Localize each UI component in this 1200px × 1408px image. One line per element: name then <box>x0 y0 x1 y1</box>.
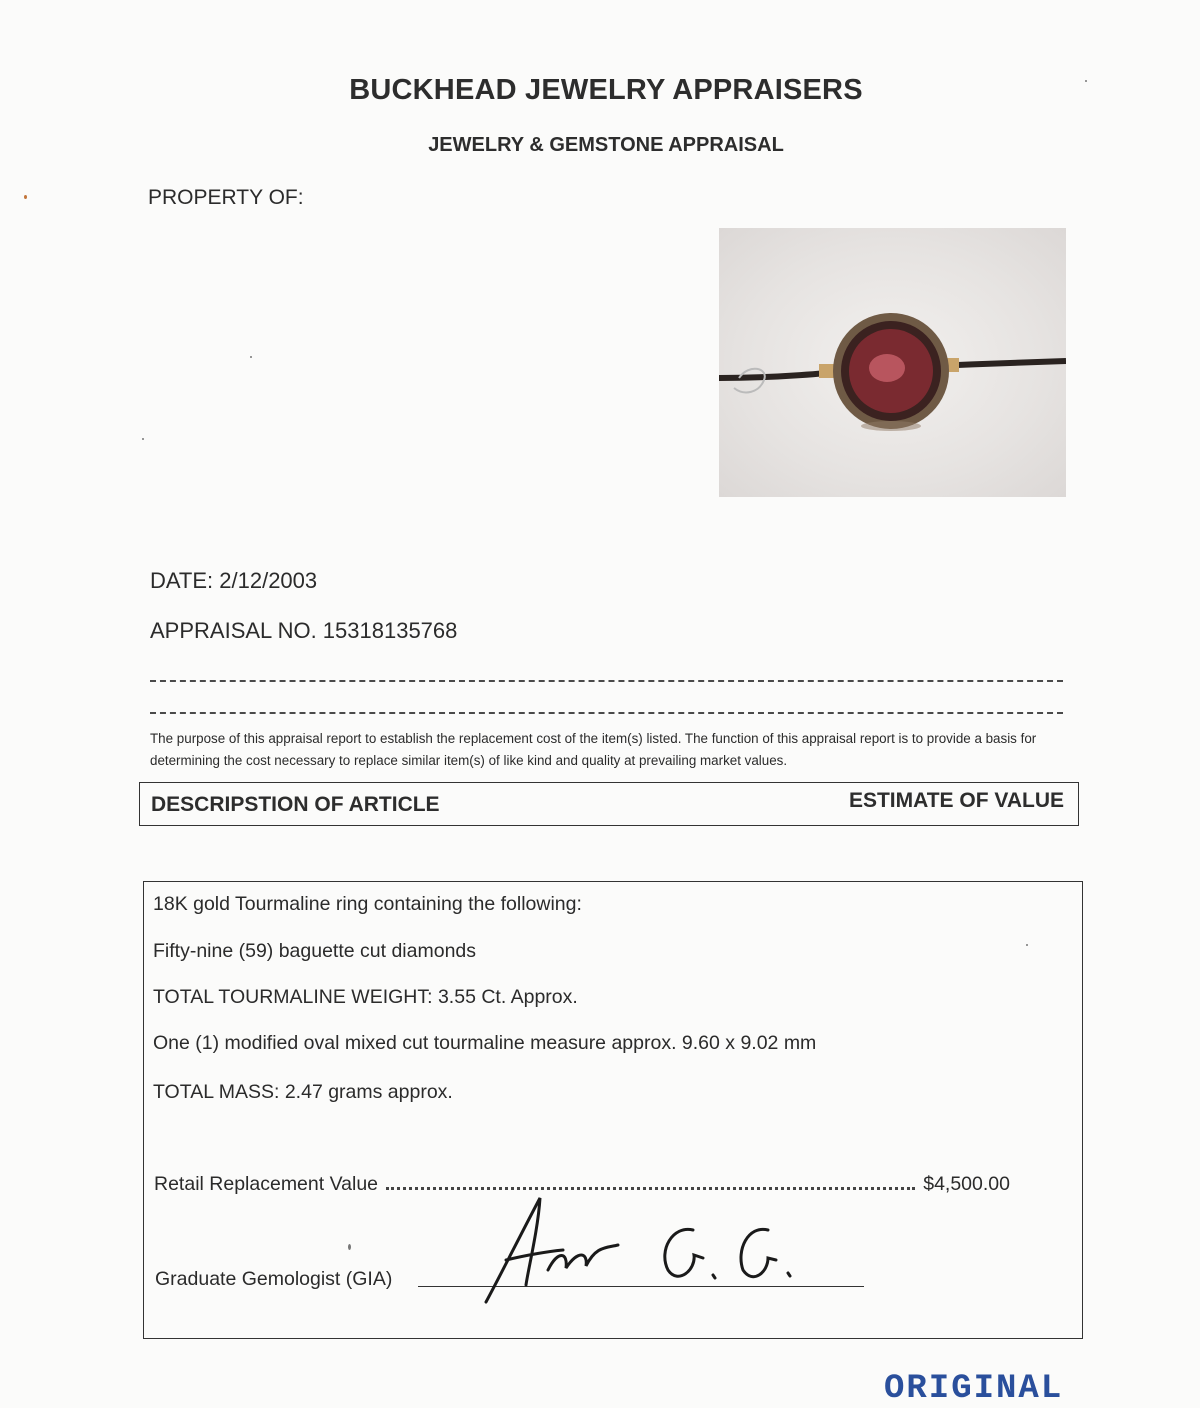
paper-speck <box>348 1244 351 1250</box>
paper-speck <box>24 195 27 199</box>
document-subtitle: JEWELRY & GEMSTONE APPRAISAL <box>428 134 784 156</box>
gemologist-label: Graduate Gemologist (GIA) <box>155 1268 393 1290</box>
property-of-label: PROPERTY OF: <box>148 186 304 209</box>
paper-speck <box>142 438 144 440</box>
paper-speck <box>1026 944 1028 946</box>
article-line: Fifty-nine (59) baguette cut diamonds <box>153 940 477 962</box>
retail-value-amount: $4,500.00 <box>923 1173 1010 1195</box>
signature-icon <box>468 1190 828 1310</box>
paper-speck <box>250 356 252 358</box>
article-line: TOTAL MASS: 2.47 grams approx. <box>153 1081 453 1103</box>
original-stamp <box>884 1370 1063 1408</box>
estimate-header: ESTIMATE OF VALUE <box>848 789 1064 812</box>
article-line: TOTAL TOURMALINE WEIGHT: 3.55 Ct. Approx. <box>153 986 578 1008</box>
dashed-divider <box>150 712 1063 714</box>
article-line: 18K gold Tourmaline ring containing the following: <box>153 893 582 915</box>
article-line: One (1) modified oval mixed cut tourmaline measure approx. 9.60 x 9.02 mm <box>153 1032 817 1054</box>
purpose-statement: The purpose of this appraisal report to establish the replacement cost of the item(s) listed. The function of this appraisal report is to provide a basis for determining the cost necessary to replace similar item(s) of like kind and quality at prevailing market values. <box>150 731 1037 768</box>
retail-value-label: Retail Replacement Value <box>154 1173 379 1195</box>
stamp-text: ORIGINAL <box>884 1370 1064 1408</box>
paper-speck <box>1085 80 1087 82</box>
description-header: DESCRIPSTION OF ARTICLE <box>151 793 440 816</box>
appraisal-date: DATE: 2/12/2003 <box>150 568 318 593</box>
document-title: BUCKHEAD JEWELRY APPRAISERS <box>349 74 863 106</box>
ring-photo <box>719 228 1066 497</box>
ring-photo-icon <box>719 228 1066 497</box>
signature <box>468 1190 828 1310</box>
dashed-divider <box>150 680 1063 682</box>
appraisal-number: APPRAISAL NO. 15318135768 <box>150 618 458 643</box>
